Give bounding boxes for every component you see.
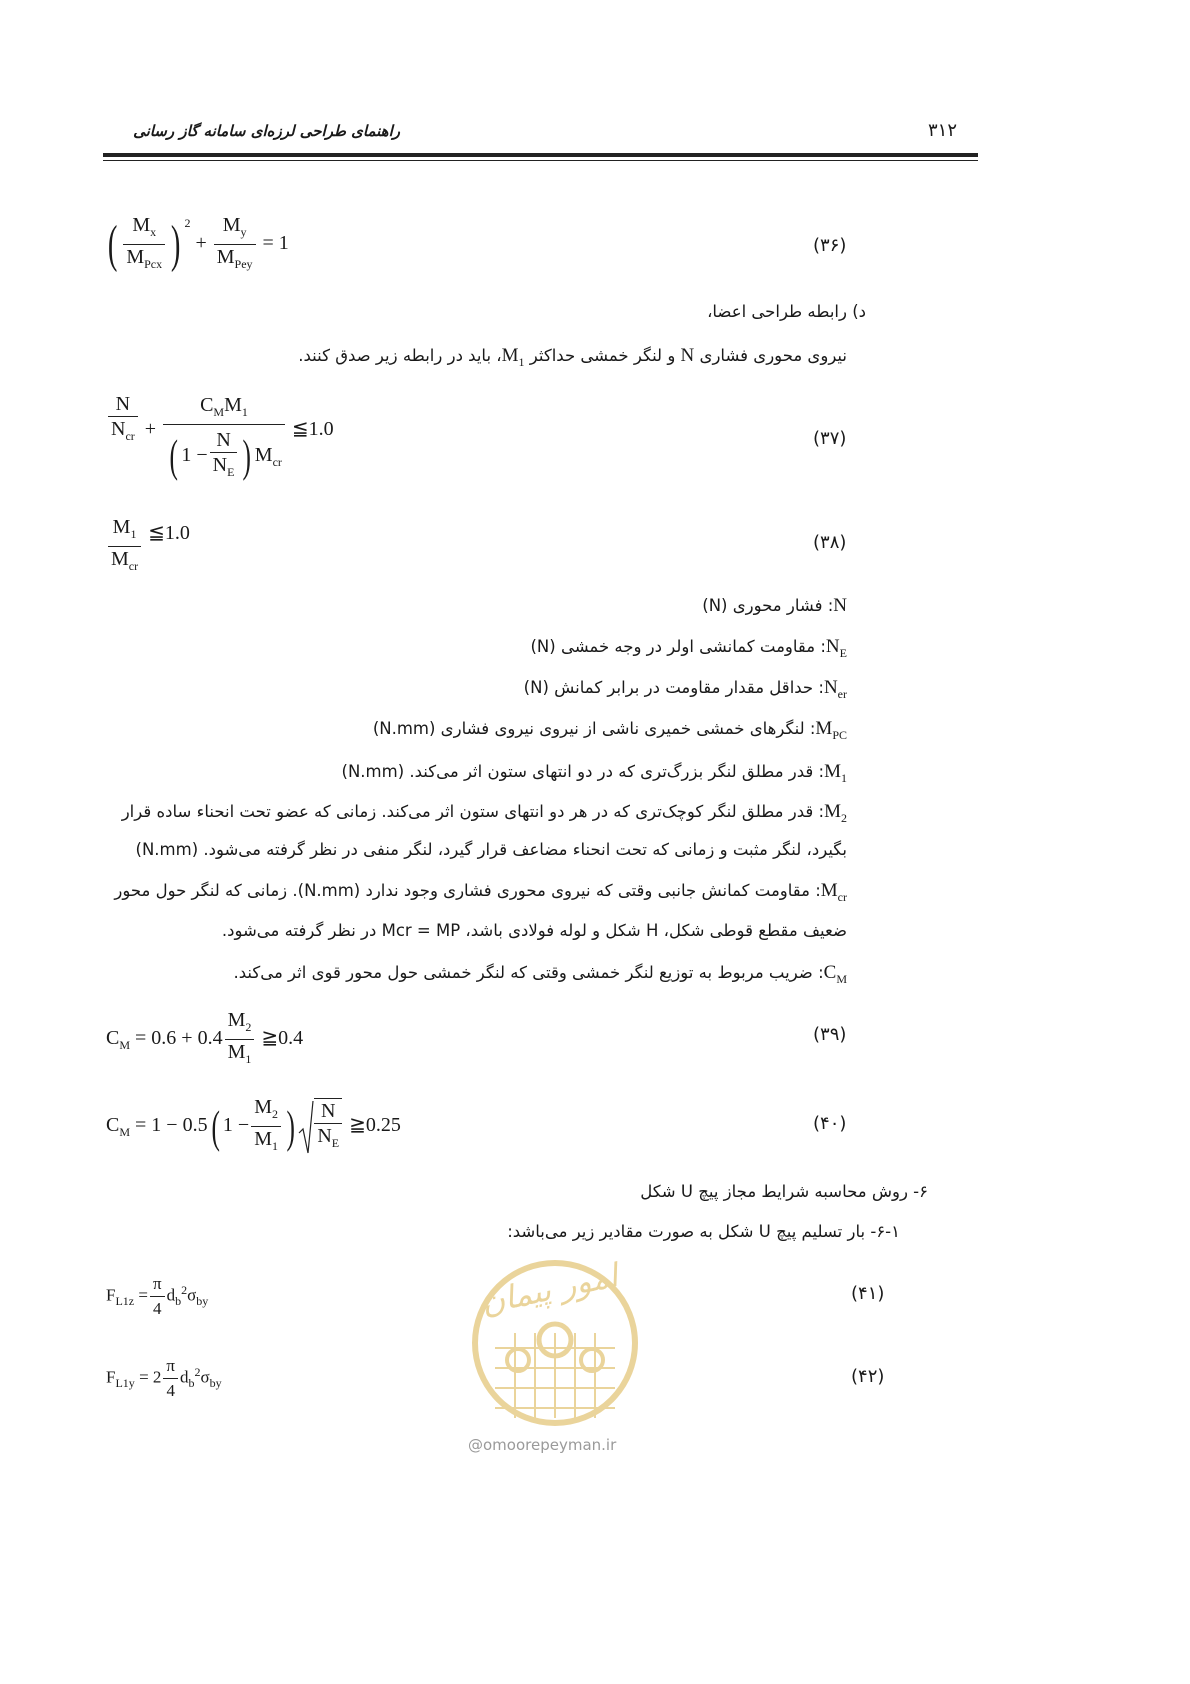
section-d-intro: نیروی محوری فشاری N و لنگر خمشی حداکثر $M_1،$ باید در رابطه زیر صدق کنند. <box>298 345 847 369</box>
definition-mcr: $M_{cr}$: مقاومت کمانش جانبی وقتی که نیروی محوری فشاری وجود ندارد (N.mm). زمانی که لنگر حول محور <box>114 880 847 904</box>
definition-mcr-continued: ضعیف مقطع قوطی شکل، H شکل و لوله فولادی باشد، Mcr = MP در نظر گرفته می‌شود. <box>221 921 847 940</box>
definition-ncr: $N_{er}$: حداقل مقدار مقاومت در برابر کمانش (N) <box>523 677 847 701</box>
section-d-title: د) رابطه طراحی اعضا، <box>707 302 866 321</box>
definition-cm: $C_M$: ضریب مربوط به توزیع لنگر خمشی وقتی که لنگر خمشی حول محور قوی اثر می‌کند. <box>233 962 847 986</box>
sqrt-sign-icon <box>298 1099 314 1155</box>
equation-number-36: (۳۶) <box>813 235 847 256</box>
definition-m1: $M_1$: قدر مطلق لنگر بزرگ‌تری که در دو انتهای ستون اثر می‌کند. (N.mm) <box>341 761 847 785</box>
equation-number-37: (۳۷) <box>813 428 847 449</box>
equation-42: $F_{L1y} = 2$ $\frac{\pi}{4}$ $d_b^2\sigma_{by}$ <box>106 1356 222 1400</box>
section-6-title: ۶- روش محاسبه شرایط مجاز پیچ U شکل <box>640 1182 928 1201</box>
equation-number-39: (۳۹) <box>813 1024 847 1045</box>
watermark-logo <box>440 1248 670 1468</box>
equation-36: ( $\frac{M_x}{M_{Pcx}}$ ) $^2$ + $\frac{M_y}{M_{Pey}}$ = 1 <box>107 214 289 273</box>
running-header-title: راهنمای طراحی لرزه‌ای سامانه گاز رسانی <box>133 122 400 140</box>
equation-40: $C_M = 1 - 0.5$( 1 − $\frac{M_2}{M_1}$ ) $\frac{N}{N_E}$ ≧0.25 <box>106 1096 401 1153</box>
equation-number-42: (۴۲) <box>851 1366 885 1387</box>
header-rule-thin <box>103 160 978 161</box>
equation-39: $C_M = 0.6 + 0.4$ $\frac{M_2}{M_1}$ ≧0.4 <box>106 1009 304 1066</box>
equation-37: $\frac{N}{N_{cr}}$ + $C_MM_1$ ( 1 − $\frac{N}{N_E}$ ) $M_{cr}$ ≦1.0 <box>106 392 334 492</box>
equation-number-40: (۴۰) <box>813 1113 847 1134</box>
page-number: ۳۱۲ <box>928 120 958 141</box>
equation-number-41: (۴۱) <box>851 1283 885 1304</box>
equation-41: $F_{L1z}$ = $\frac{\pi}{4}$ $d_b^2\sigma_{by}$ <box>106 1274 209 1318</box>
definition-m2-continued: بگیرد، لنگر مثبت و زمانی که تحت انحناء مضاعف قرار گیرد، لنگر منفی در نظر گرفته می‌شود. (N.mm) <box>135 840 847 859</box>
definition-ne: $N_E$: مقاومت کمانشی اولر در وجه خمشی (N) <box>530 636 847 660</box>
watermark-text: امور پیمان <box>477 1256 621 1322</box>
section-6-1-title: ۶-۱- بار تسلیم پیچ U شکل به صورت مقادیر زیر می‌باشد: <box>507 1222 900 1241</box>
equation-38: $\frac{M_1}{M_{cr}}$ ≦1.0 <box>106 515 190 578</box>
header-rule-thick <box>103 153 978 157</box>
definition-m2: $M_2$: قدر مطلق لنگر کوچک‌تری که در هر دو انتهای ستون اثر می‌کند. زمانی که عضو تحت انحناء ساده قرار <box>121 801 847 825</box>
definition-mpc: $M_{PC}$: لنگرهای خمشی خمیری ناشی از نیروی نیروی فشاری (N.mm) <box>372 718 847 742</box>
definition-n: N: فشار محوری (N) <box>702 595 847 616</box>
equation-number-38: (۳۸) <box>813 532 847 553</box>
watermark-url: @omoorepeyman.ir <box>468 1436 617 1454</box>
